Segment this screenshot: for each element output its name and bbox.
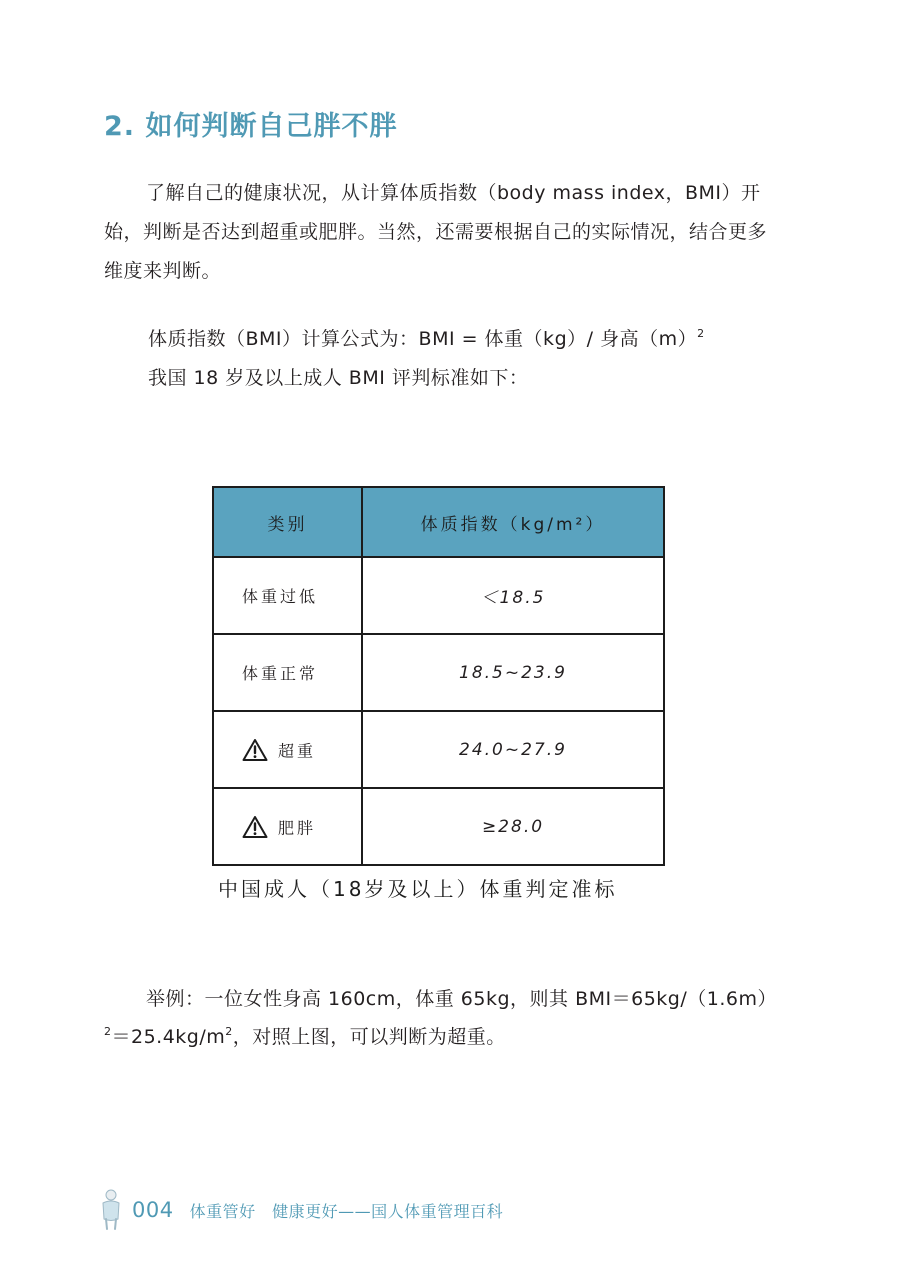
- header-category: 类别: [213, 487, 362, 557]
- bmi-value-cell: 18.5~23.9: [362, 634, 664, 711]
- person-figure-icon: [100, 1189, 122, 1231]
- bmi-formula: [148, 324, 705, 354]
- table-row: [213, 711, 664, 788]
- page-footer: [100, 1188, 503, 1232]
- standard-intro: 我国 18 岁及以上成人 BMI 评判标准如下：: [148, 367, 529, 389]
- bmi-value-cell: ＜18.5: [362, 557, 664, 634]
- category-cell: [213, 788, 362, 865]
- example-superscript-1: 2: [104, 1025, 112, 1038]
- formula-text: 体质指数（BMI）计算公式为：BMI = 体重（kg）/ 身高（m）: [148, 328, 698, 350]
- table-row: [213, 557, 664, 634]
- section-heading: 2. 如何判断自己胖不胖: [104, 111, 398, 142]
- category-label: 超重: [278, 741, 317, 760]
- bmi-standard-table: [212, 486, 665, 866]
- bmi-value-cell: 24.0~27.9: [362, 711, 664, 788]
- formula-superscript: 2: [697, 327, 705, 340]
- category-label: 体重正常: [242, 664, 319, 683]
- example-superscript-2: 2: [225, 1025, 233, 1038]
- warning-icon: [242, 738, 268, 762]
- table-header-row: [213, 487, 664, 557]
- category-label: 体重过低: [242, 587, 319, 606]
- category-cell: [213, 557, 362, 634]
- intro-paragraph: 了解自己的健康状况，从计算体质指数（body mass index，BMI）开始，判断是否达到超重或肥胖。当然，还需要根据自己的实际情况，结合更多维度来判断。: [104, 182, 768, 282]
- example-text-1: 举例：一位女性身高 160cm，体重 65kg，则其 BMI＝65kg/（1.6m）: [146, 988, 777, 1010]
- header-bmi: 体质指数（kg/m²）: [362, 487, 664, 557]
- example-text-2: ＝25.4kg/m: [111, 1026, 226, 1048]
- warning-icon: [242, 815, 268, 839]
- category-label: 肥胖: [278, 818, 317, 837]
- book-title: 体重管好 健康更好——国人体重管理百科: [189, 1201, 504, 1221]
- category-cell: [213, 634, 362, 711]
- bmi-value-cell: ≥28.0: [362, 788, 664, 865]
- table-row: [213, 634, 664, 711]
- table-caption: 中国成人（18岁及以上）体重判定准标: [218, 877, 618, 901]
- example-text-3: ，对照上图，可以判断为超重。: [232, 1026, 506, 1048]
- table-row: [213, 788, 664, 865]
- category-cell: [213, 711, 362, 788]
- page-number: 004: [132, 1198, 174, 1222]
- example-paragraph: [104, 980, 780, 1056]
